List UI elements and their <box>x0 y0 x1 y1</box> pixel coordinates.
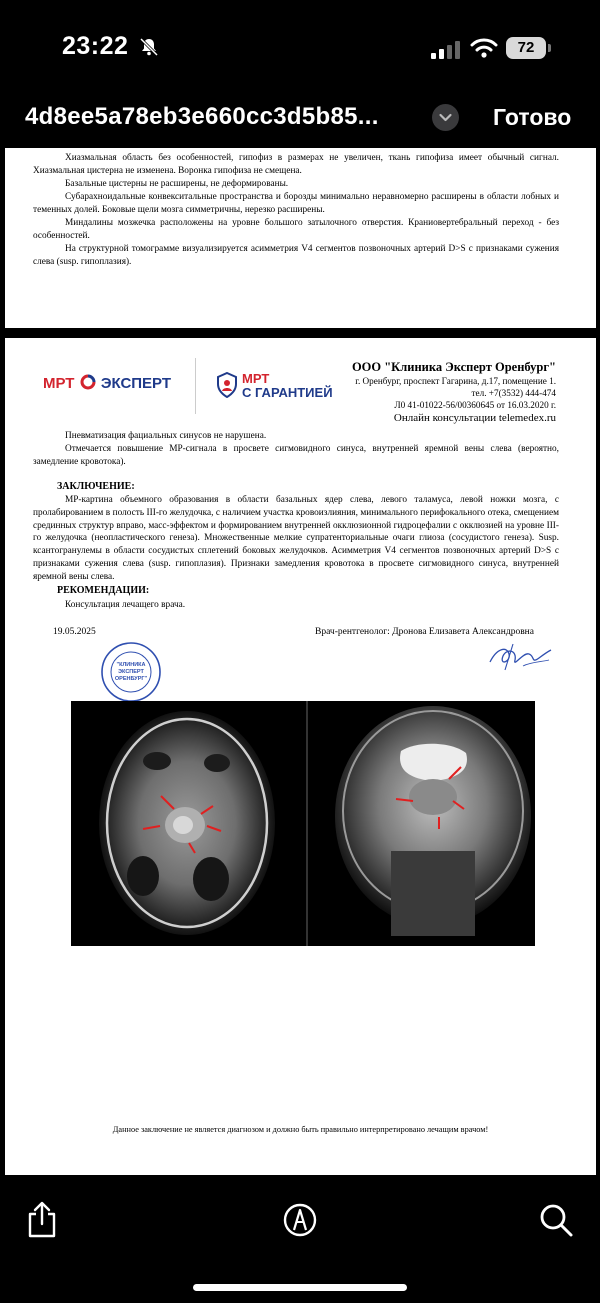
svg-text:ОРЕНБУРГ": ОРЕНБУРГ" <box>114 676 148 682</box>
disclaimer: Данное заключение не является диагнозом и должно быть правильно интерпретировано лечащим врачом! <box>112 1125 489 1134</box>
status-time: 23:22 <box>62 32 129 60</box>
paragraph: Отмечается повышение МР-сигнала в просвете сигмовидного синуса, внутренней яремной вены слева (вероятно, замедление кровотока). <box>33 444 559 467</box>
logo-mark-icon <box>79 374 97 390</box>
recommendation-text: Консультация лечащего врача. <box>65 600 186 610</box>
recommendations-heading: РЕКОМЕНДАЦИИ: <box>57 585 150 596</box>
svg-text:"КЛИНИКА: "КЛИНИКА <box>116 662 146 668</box>
bell-slash-icon <box>138 36 160 58</box>
clinic-stamp <box>100 641 162 703</box>
shield-icon <box>217 372 237 398</box>
document-title[interactable]: 4d8ee5a78eb3e660cc3d5b85... <box>25 103 379 130</box>
paragraph: Базальные цистерны не расширены, не деформированы. <box>65 179 289 189</box>
markup-icon[interactable] <box>282 1200 318 1240</box>
logo-mrt-expert: МРТ ЭКСПЕРТ <box>43 375 172 392</box>
paragraph: Миндалины мозжечка расположены на уровне большого затылочного отверстия. Краниовертебральный переход - без особенностей. <box>33 218 559 241</box>
document-page-2 <box>5 338 596 1175</box>
logo-divider <box>195 358 196 414</box>
done-button[interactable]: Готово <box>493 104 572 130</box>
cellular-signal-icon <box>430 40 462 60</box>
document-page-1 <box>5 148 596 328</box>
paragraph: Субарахноидальные конвекситальные пространства и борозды минимально неравномерно расширены в области лобных и теменных долей. Боковые щели мозга симметричны, нерезко расширены. <box>33 192 559 215</box>
status-bar <box>0 0 600 90</box>
title-menu-button[interactable] <box>432 104 459 131</box>
share-icon[interactable] <box>24 1200 60 1240</box>
chevron-down-icon <box>432 104 459 131</box>
paragraph: Хиазмальная область без особенностей, гипофиз в размерах не увеличен, ткань гипофиза имеет обычный сигнал. Хиазмальная цистерна не изменена. Воронка гипофиза не смещена. <box>33 153 559 176</box>
mri-images <box>71 701 535 946</box>
paragraph: Пневматизация фациальных синусов не нарушена. <box>65 431 267 441</box>
search-icon[interactable] <box>538 1200 574 1240</box>
conclusion-heading: ЗАКЛЮЧЕНИЕ: <box>57 481 135 492</box>
svg-text:ЭКСПЕРТ: ЭКСПЕРТ <box>118 669 144 675</box>
paragraph: На структурной томограмме визуализируется асимметрия V4 сегментов позвоночных артерий D>S с признаками сужения слева (susp. гипоплазия). <box>33 244 559 267</box>
doctor-name: Врач-рентгенолог: Дронова Елизавета Александровна <box>315 627 534 637</box>
home-indicator[interactable] <box>193 1284 407 1291</box>
mri-axial-image <box>99 711 275 935</box>
logo-mrt-guarantee: МРТ С ГАРАНТИЕЙ <box>242 371 333 400</box>
battery-icon: 72 <box>506 37 546 59</box>
conclusion-text: МР-картина объемного образования в области базальных ядер слева, левого таламуса, левой ножки мозга, с пролабированием в полость III-го желудочка, с наличием участка кровоизлияния, минимального перифокального отека, смещением срединных структур вправо, масс-эффектом и формированием внутренней окклюзионной гидроцефалии с окклюзией на уровне III-го желудочка (неопластического генеза). Множественные мелкие супратенториальные очаги глиоза (сосудистого генеза). Susp. ксантогранулемы в области сосудистых сплетений боковых желудочков. Асимметрия V4 сегментов позвоночных артерий D>S с признаками сужения слева (susp. гипоплазия). Признаки замедления кровотока в просвете сигмовидного синуса, внутренней яремной вены слева. <box>33 495 559 582</box>
wifi-icon <box>470 37 498 59</box>
doctor-signature <box>485 640 555 675</box>
report-date: 19.05.2025 <box>53 627 96 637</box>
clinic-info: ООО "Клиника Эксперт Оренбург" г. Оренбург, проспект Гагарина, д.17, помещение 1. тел. +7(3532) 444-474 Л0 41-01022-56/00360645 от 16.03.2020 г. Онлайн консультации telemedex.ru <box>351 360 556 424</box>
battery-tip <box>548 44 551 52</box>
